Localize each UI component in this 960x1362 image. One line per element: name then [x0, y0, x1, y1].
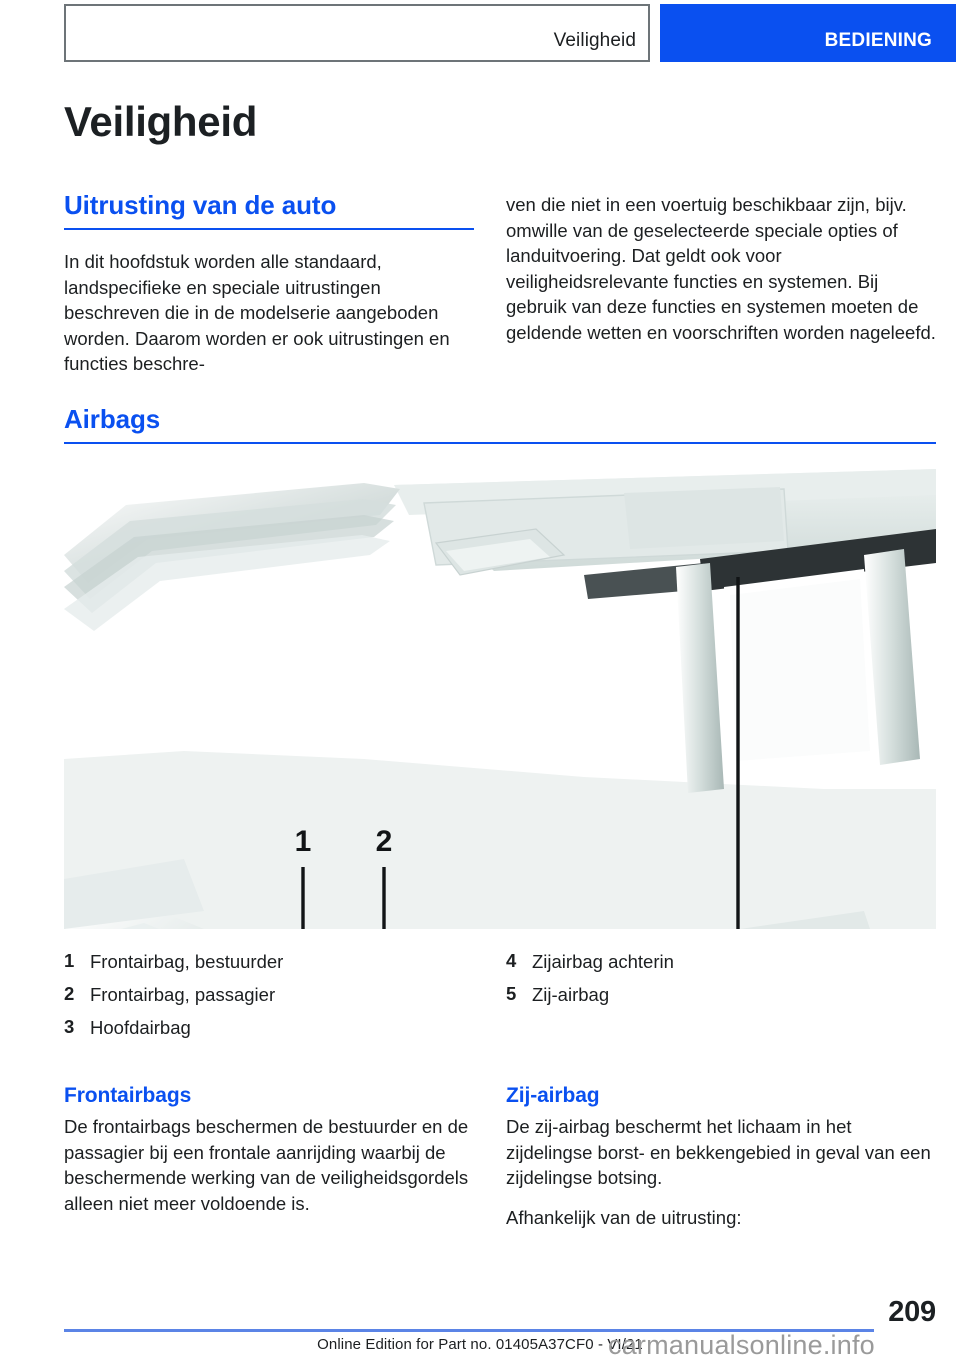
- legend-item: [64, 950, 484, 974]
- legend-item: [64, 1016, 484, 1040]
- header-section-tab-label: BEDIENING: [824, 30, 932, 51]
- running-header: [0, 0, 960, 66]
- figure-legend-left: [64, 950, 484, 1049]
- legend-item: [506, 983, 926, 1007]
- page-number: 209: [888, 1296, 936, 1328]
- legend-label: Hoofdairbag: [90, 1017, 191, 1038]
- figure-callout-2: 2: [375, 825, 393, 858]
- legend-number: 4: [506, 950, 517, 971]
- section-zijairbag-paragraph-2: Afhankelijk van de uitrusting:: [506, 1206, 742, 1228]
- watermark-text: carmanualsonline.info: [608, 1330, 875, 1360]
- section-uitrusting-paragraph-right: ven die niet in een voertuig beschikbaar zijn, bijv. omwille van de geselecteerde speciale opties of landuitvoering. Dat geldt ook voor veiligheidsrelevante functies en systemen. Bij gebruik van deze functies en systemen moeten de geldende wetten en voorschriften worden nageleefd.: [506, 194, 936, 343]
- section-zijairbag-paragraph-1: De zij-airbag beschermt het lichaam in het zijdelingse borst- en bekkengebied in geval van een zijdelingse botsing.: [506, 1116, 931, 1188]
- section-uitrusting-paragraph-left: In dit hoofdstuk worden alle standaard, landspecifieke en speciale uitrustingen beschreven die in de modelserie aangeboden worden. Daarom worden er ook uitrustingen en functies beschre-: [64, 251, 450, 374]
- header-section-tab: [660, 4, 956, 62]
- header-chapter-label: Veiligheid: [553, 30, 636, 51]
- section-zijairbag: [506, 1084, 936, 1230]
- legend-number: 3: [64, 1016, 75, 1037]
- section-uitrusting-heading: Uitrusting van de auto: [64, 190, 474, 230]
- car-interior-illustration: [64, 459, 936, 929]
- page-title: Veiligheid: [64, 98, 258, 145]
- section-airbags: [64, 404, 936, 444]
- legend-number: 5: [506, 983, 517, 1004]
- legend-item: [64, 983, 484, 1007]
- legend-number: 1: [64, 950, 75, 971]
- legend-label: Zij-airbag: [532, 984, 610, 1005]
- section-airbags-heading: Airbags: [64, 404, 936, 444]
- airbag-locations-figure: [64, 459, 936, 929]
- legend-label: Frontairbag, passagier: [90, 984, 276, 1005]
- legend-label: Zijairbag achterin: [532, 951, 674, 972]
- section-uitrusting: [64, 190, 474, 377]
- section-frontairbags-heading: Frontairbags: [64, 1084, 192, 1107]
- legend-label: Frontairbag, bestuurder: [90, 951, 284, 972]
- figure-legend-right: [506, 950, 926, 1016]
- section-frontairbags: [64, 1084, 484, 1216]
- section-frontairbags-paragraph: De frontairbags beschermen de bestuurder en de passagier bij een frontale aanrijding waarbij de beschermende werking van de veiligheidsgordels alleen niet meer voldoende is.: [64, 1116, 469, 1214]
- footer-edition-note: Online Edition for Part no. 01405A37CF0 - VI/21: [317, 1336, 643, 1353]
- legend-item: [506, 950, 926, 974]
- section-uitrusting-column-right: [506, 192, 936, 345]
- legend-number: 2: [64, 983, 75, 1004]
- section-zijairbag-heading: Zij-airbag: [506, 1084, 600, 1107]
- header-chapter-box: [64, 4, 650, 62]
- figure-callout-1: 1: [294, 825, 312, 858]
